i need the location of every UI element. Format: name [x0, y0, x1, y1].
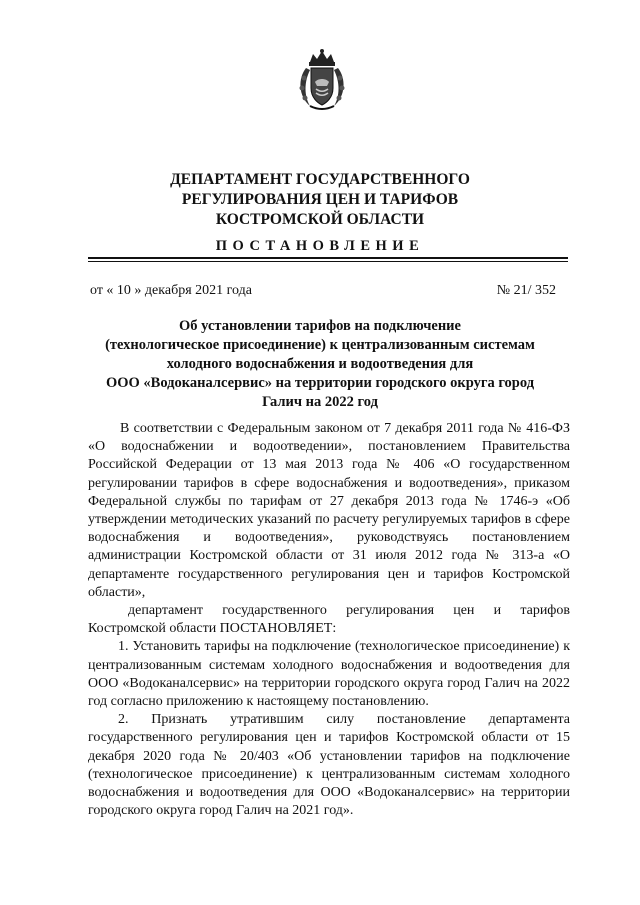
department-name-line: РЕГУЛИРОВАНИЯ ЦЕН И ТАРИФОВ [181, 191, 459, 208]
resolution-paragraph: департамент государственного регулирования цен и тарифов Костромской области ПОСТАНОВЛЯЕТ: [88, 603, 570, 637]
preamble-paragraph: В соответствии с Федеральным законом от 7 декабря 2011 года № 416-ФЗ «О водоснабжении и водоотведении», постановлением Правительства Российской Федерации от 13 мая 2013 года № 406 «О государственном регулировании тарифов в сфере водоснабжения и водоотведения», приказом Федеральной службы по тарифам от 27 декабря 2013 года № 1746-э «Об утверждении методических указаний по расчету регулируемых тарифов в сфере водоснабжения и водоотведения», руководствуясь постановлением администрации Костромской области от 31 июля 2012 года № 313-а «О департаменте государственного регулирования цен и тарифов Костромской области», [88, 421, 570, 600]
decree-number: № 21/ 352 [496, 283, 556, 298]
subject-line: холодного водоснабжения и водоотведения для [166, 356, 474, 372]
coat-of-arms-icon [296, 48, 348, 112]
subject-line: (технологическое присоединение) к централизованным системам [105, 337, 535, 353]
item-2-paragraph: 2. Признать утратившим силу постановление департамента государственного регулирования цен и тарифов Костромской области от 15 декабря 2020 года № 20/403 «Об установлении тарифов на подключение (технологическое присоединение) к централизованным системам холодного водоснабжения и водоотведения для ООО «Водоканалсервис» на территории городского округа город Галич на 2021 год». [88, 712, 570, 819]
decree-type-heading: ПОСТАНОВЛЕНИЕ [215, 238, 425, 254]
item-1-paragraph: 1. Установить тарифы на подключение (технологическое присоединение) к централизованным системам холодного водоснабжения и водоотведения для ООО «Водоканалсервис» на территории городского округа город Галич на 2022 год согласно приложению к настоящему постановлению. [88, 639, 570, 710]
decree-date: от « 10 » декабря 2021 года [90, 283, 252, 298]
department-name [0, 170, 640, 230]
header-rule-thick [88, 257, 568, 259]
decree-body [88, 420, 570, 820]
department-name-line: ДЕПАРТАМЕНТ ГОСУДАРСТВЕННОГО [170, 171, 470, 188]
subject-line: Галич на 2022 год [262, 394, 378, 410]
decree-subject [92, 317, 548, 412]
header-rule-thin [88, 261, 568, 262]
subject-line: Об установлении тарифов на подключение [179, 318, 461, 334]
department-name-line: КОСТРОМСКОЙ ОБЛАСТИ [215, 211, 425, 228]
subject-line: ООО «Водоканалсервис» на территории городского округа город [105, 375, 535, 391]
